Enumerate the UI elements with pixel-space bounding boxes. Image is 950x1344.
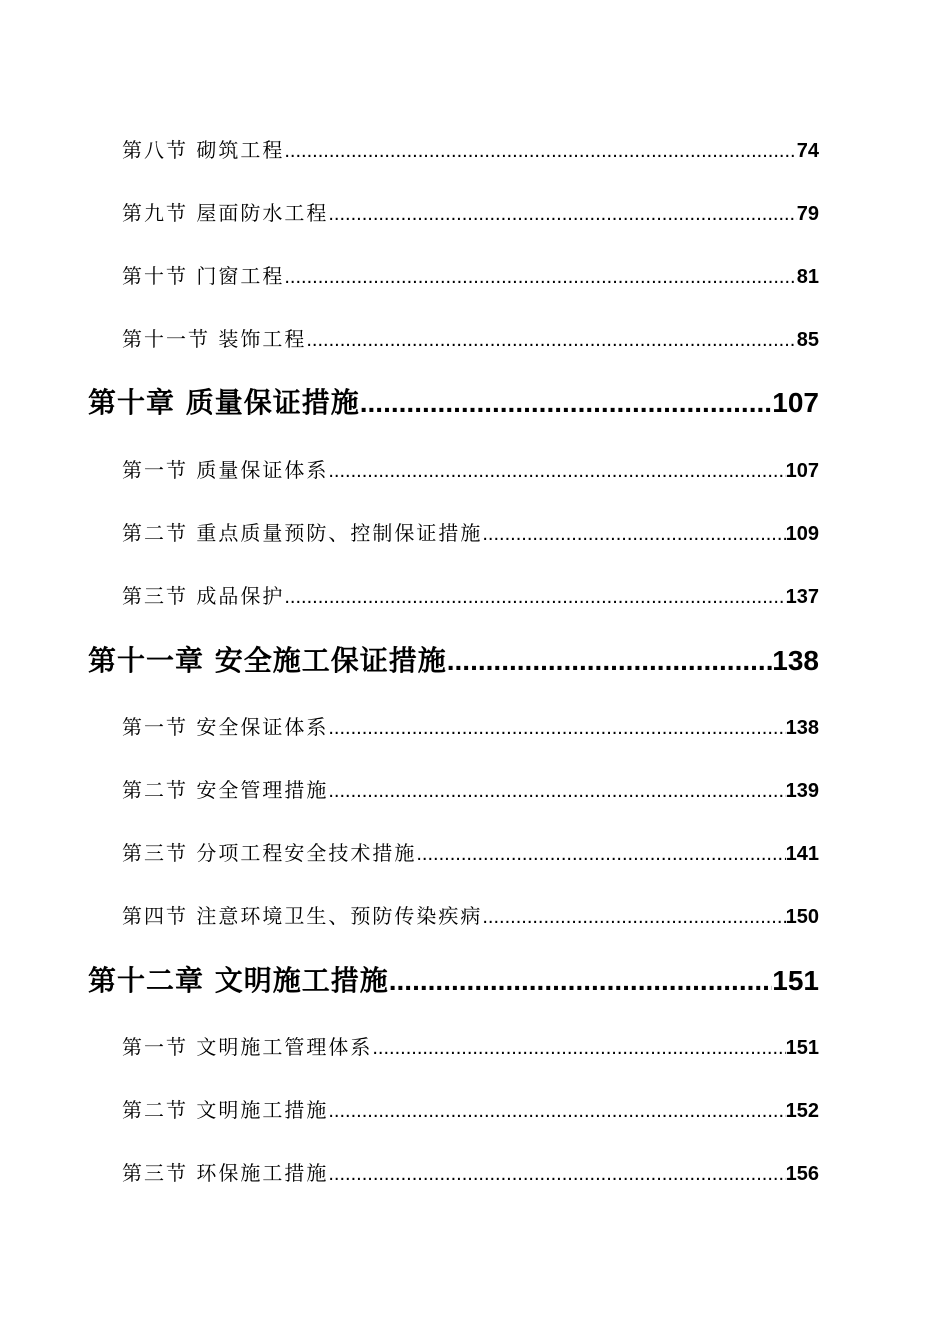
toc-entry-page-number: 107 [785,460,819,482]
toc-entry-label: 第十二章 文明施工措施 [88,964,389,997]
toc-entry-page-number: 141 [785,843,819,865]
toc-entry-label: 第一节 安全保证体系 [122,715,329,739]
dot-leader [328,456,785,486]
dot-leader [284,582,785,612]
toc-entry-label: 第二节 重点质量预防、控制保证措施 [122,521,483,545]
toc-entry-page-number: 151 [785,1037,819,1059]
toc-entry-section[interactable] [122,1095,819,1125]
toc-entry-section[interactable] [122,518,819,548]
toc-entry-page-number: 138 [785,717,819,739]
toc-entry-page-number: 138 [772,645,819,676]
toc-entry-page-number: 137 [785,586,819,608]
dot-leader [482,519,785,549]
toc-entry-label: 第八节 砌筑工程 [122,138,285,162]
dot-leader [284,262,796,292]
toc-entry-section[interactable] [122,455,819,485]
toc-entry-section[interactable] [122,198,819,228]
toc-entry-page-number: 85 [796,329,819,351]
toc-entry-label: 第二节 安全管理措施 [122,778,329,802]
toc-entry-section[interactable] [122,712,819,742]
dot-leader [416,839,785,869]
toc-entry-section[interactable] [122,838,819,868]
toc-entry-label: 第二节 文明施工措施 [122,1098,329,1122]
toc-entry-label: 第十一章 安全施工保证措施 [88,644,447,677]
toc-entry-label: 第三节 分项工程安全技术措施 [122,841,417,865]
toc-entry-section[interactable] [122,324,819,354]
dot-leader [389,961,773,1001]
toc-entry-section[interactable] [122,135,819,165]
toc-entry-page-number: 156 [785,1163,819,1185]
toc-entry-chapter[interactable] [88,961,819,1001]
toc-entry-chapter[interactable] [88,641,819,681]
toc-entry-page-number: 74 [796,140,819,162]
toc-entry-label: 第十章 质量保证措施 [88,386,360,419]
dot-leader [447,641,773,681]
toc-entry-label: 第三节 环保施工措施 [122,1161,329,1185]
dot-leader [306,325,796,355]
toc-entry-label: 第九节 屋面防水工程 [122,201,329,225]
toc-entry-section[interactable] [122,1032,819,1062]
toc-entry-label: 第四节 注意环境卫生、预防传染疾病 [122,904,483,928]
toc-entry-page-number: 151 [772,965,819,996]
toc-entry-label: 第三节 成品保护 [122,584,285,608]
toc-entry-page-number: 81 [796,266,819,288]
toc-entry-label: 第一节 文明施工管理体系 [122,1035,373,1059]
toc-entry-label: 第一节 质量保证体系 [122,458,329,482]
toc-entry-page-number: 150 [785,906,819,928]
toc-entry-section[interactable] [122,775,819,805]
toc-entry-chapter[interactable] [88,383,819,423]
toc-entry-section[interactable] [122,901,819,931]
dot-leader [328,776,785,806]
toc-entry-page-number: 79 [796,203,819,225]
dot-leader [284,136,796,166]
dot-leader [328,1159,785,1189]
dot-leader [360,383,773,423]
toc-entry-page-number: 139 [785,780,819,802]
toc-entry-page-number: 152 [785,1100,819,1122]
dot-leader [482,902,785,932]
toc-entry-section[interactable] [122,1158,819,1188]
dot-leader [328,1096,785,1126]
dot-leader [328,199,796,229]
toc-entry-label: 第十节 门窗工程 [122,264,285,288]
toc-entry-page-number: 109 [785,523,819,545]
toc-entry-label: 第十一节 装饰工程 [122,327,307,351]
dot-leader [372,1033,785,1063]
toc-entry-page-number: 107 [772,387,819,418]
dot-leader [328,713,785,743]
toc-entry-section[interactable] [122,581,819,611]
toc-entry-section[interactable] [122,261,819,291]
